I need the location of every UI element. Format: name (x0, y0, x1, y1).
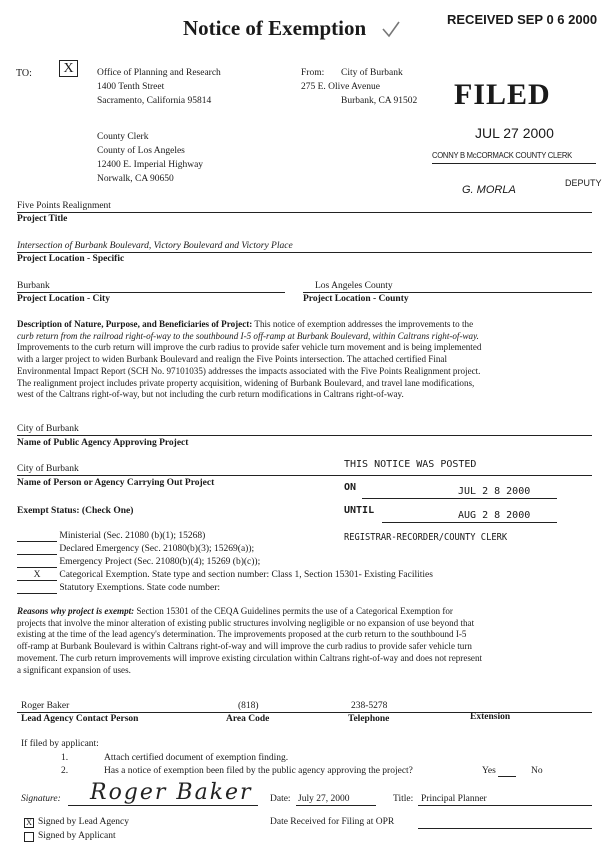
description-line: west of the Caltrans right-of-way, but not including the curb return modifications in Caltrans right-of-way. (17, 389, 404, 400)
applicant-intro: If filed by applicant: (21, 739, 99, 749)
description-label: Description of Nature, Purpose, and Beneficiaries of Project: (17, 319, 253, 329)
reasons-line: existing at the time of the lead agency's determination. The improvements proposed at the curb return to the southbound I-5 (17, 629, 467, 640)
to-checkbox-mark: X (63, 61, 74, 76)
contact-name-value: Roger Baker (21, 701, 70, 711)
extension-label: Extension (470, 712, 511, 722)
reasons (17, 606, 482, 676)
deputy-label: DEPUTY (565, 178, 602, 188)
exempt-option-text: Emergency Project (Sec. 21080(b)(4); 15269 (b)(c)); (59, 557, 261, 567)
project-title-value: Five Points Realignment (17, 201, 111, 211)
signed-by-applicant-checkbox[interactable] (24, 832, 34, 842)
filed-date: JUL 27 2000 (475, 125, 554, 141)
county-clerk-stamp: CONNY B McCORMACK COUNTY CLERK (432, 150, 572, 160)
description-line: curb return from the railroad right-of-way to the southbound I-5 off-ramp at Burbank Boulevard, within Caltrans right-of-way. (17, 330, 479, 341)
exempt-option-mark (17, 583, 57, 594)
reasons-label: Reasons why project is exempt: (17, 606, 135, 616)
opr-received-label: Date Received for Filing at OPR (270, 817, 395, 827)
telephone-value: 238-5278 (351, 701, 388, 711)
yes-option[interactable] (482, 766, 516, 777)
clerk-address-line: County of Los Angeles (97, 146, 185, 156)
area-code-value: (818) (238, 701, 259, 711)
carrying-agency-value: City of Burbank (17, 464, 79, 474)
carrying-agency-label: Name of Person or Agency Carrying Out Project (17, 478, 215, 488)
exempt-option-text: Declared Emergency (Sec. 21080(b)(3); 15269(a)); (59, 544, 255, 554)
clerk-address-line: Norwalk, CA 90650 (97, 174, 174, 184)
exempt-option-text: Statutory Exemptions. State code number: (59, 583, 221, 593)
exempt-option[interactable] (17, 531, 205, 542)
no-option[interactable] (531, 766, 543, 776)
handwritten-signature: Roger Baker (90, 780, 253, 805)
posted-stamp-heading: THIS NOTICE WAS POSTED (344, 459, 477, 470)
exempt-option-mark (17, 531, 57, 542)
exempt-option-mark: X (17, 570, 57, 581)
posted-on-date: JUL 2 8 2000 (458, 486, 531, 497)
posted-on-label: ON (344, 482, 357, 493)
exempt-option-mark (17, 557, 57, 568)
filed-stamp: FILED (454, 78, 551, 111)
checkmark-icon (381, 19, 401, 39)
description-line: with a larger project to widen Burbank Boulevard and realign the Five Points intersection. The attached certified Final (17, 354, 447, 365)
signature-label: Signature: (21, 794, 61, 804)
from-street: 275 E. Olive Avenue (301, 82, 380, 92)
opr-address-line: 1400 Tenth Street (97, 82, 165, 92)
from-city: Burbank, CA 91502 (341, 96, 418, 106)
posted-until-date: AUG 2 8 2000 (458, 510, 531, 521)
telephone-label: Telephone (348, 714, 390, 724)
title-value: Principal Planner (421, 794, 487, 804)
approving-agency-value: City of Burbank (17, 424, 79, 434)
project-city-label: Project Location - City (17, 294, 110, 304)
date-label: Date: (270, 794, 291, 804)
project-location-label: Project Location - Specific (17, 254, 125, 264)
description-line: Improvements to the curb return will improve the curb radius to provide safer vehicle turn movement and is being implemented (17, 342, 482, 353)
to-label: TO: (16, 68, 32, 79)
received-stamp: RECEIVED SEP 0 6 2000 (447, 12, 598, 27)
reasons-line: Section 15301 of the CEQA Guidelines permits the use of a Categorical Exemption for (136, 606, 453, 616)
exempt-option[interactable] (17, 570, 433, 581)
approving-agency-label: Name of Public Agency Approving Project (17, 438, 189, 448)
exempt-status-label: Exempt Status: (Check One) (17, 506, 134, 516)
lead-agency-mark: X (26, 818, 32, 827)
clerk-address-line: 12400 E. Imperial Highway (97, 160, 204, 170)
reasons-line: off-ramp at Burbank Boulevard is within Caltrans right-of-way and will improve the curb radius to provide safer vehicle turn (17, 641, 472, 652)
exempt-option[interactable] (17, 557, 260, 568)
project-county-value: Los Angeles County (315, 281, 393, 291)
page-title: Notice of Exemption (183, 16, 367, 40)
title-label: Title: (393, 794, 414, 804)
signed-by-applicant-label: Signed by Applicant (38, 831, 116, 841)
clerk-address-line: County Clerk (97, 132, 149, 142)
opr-address-line: Office of Planning and Research (97, 68, 221, 78)
project-title-label: Project Title (17, 214, 68, 224)
from-name: City of Burbank (341, 68, 403, 78)
project-county-label: Project Location - County (303, 294, 409, 304)
description-line: Environmental Impact Report (SCH No. 97101035) addresses the impacts associated with the Five Points Realignment project. (17, 365, 481, 376)
posted-stamp-office: REGISTRAR-RECORDER/COUNTY CLERK (344, 532, 508, 543)
exempt-option[interactable] (17, 583, 220, 594)
reasons-line: a significant expansion of uses. (17, 664, 131, 675)
area-code-label: Area Code (226, 714, 270, 724)
reasons-line: projects that involve the minor alteration of existing public structures involving negligible or no expansion of use beyond that (17, 617, 475, 628)
description-line: The realignment project includes private property acquisition, widening of Burbank Boulevard, and travel lane modifications, (17, 377, 475, 388)
applicant-item: Has a notice of exemption been filed by the public agency approving the project? (104, 766, 413, 776)
description-line: This notice of exemption addresses the improvements to the (254, 319, 474, 329)
signed-by-lead-agency-checkbox[interactable] (24, 818, 34, 828)
no-label: No (531, 766, 543, 776)
exempt-option-text: Ministerial (Sec. 21080 (b)(1); 15268) (59, 531, 206, 541)
project-city-value: Burbank (17, 281, 50, 291)
opr-address-line: Sacramento, California 95814 (97, 96, 212, 106)
deputy-signature: G. MORLA (462, 184, 516, 196)
from-label: From: (301, 68, 325, 78)
exempt-option-text: Categorical Exemption. State type and section number: Class 1, Section 15301- Existing Facilities (59, 570, 433, 580)
contact-name-label: Lead Agency Contact Person (21, 714, 139, 724)
exempt-option-mark (17, 544, 57, 555)
description (17, 319, 481, 401)
to-checkbox[interactable] (59, 60, 78, 77)
reasons-line: movement. The curb return improvements will improve existing circulation within Caltrans right-of-way and does not represent (17, 652, 483, 663)
posted-until-label: UNTIL (344, 505, 375, 516)
project-location-value: Intersection of Burbank Boulevard, Victory Boulevard and Victory Place (17, 241, 293, 251)
yes-label: Yes (482, 766, 496, 776)
applicant-item: Attach certified document of exemption finding. (104, 753, 289, 763)
exempt-option[interactable] (17, 544, 254, 555)
applicant-item-number: 2. (61, 766, 69, 776)
signed-by-lead-agency-label: Signed by Lead Agency (38, 817, 130, 827)
date-value: July 27, 2000 (298, 794, 350, 804)
applicant-item-number: 1. (61, 753, 69, 763)
